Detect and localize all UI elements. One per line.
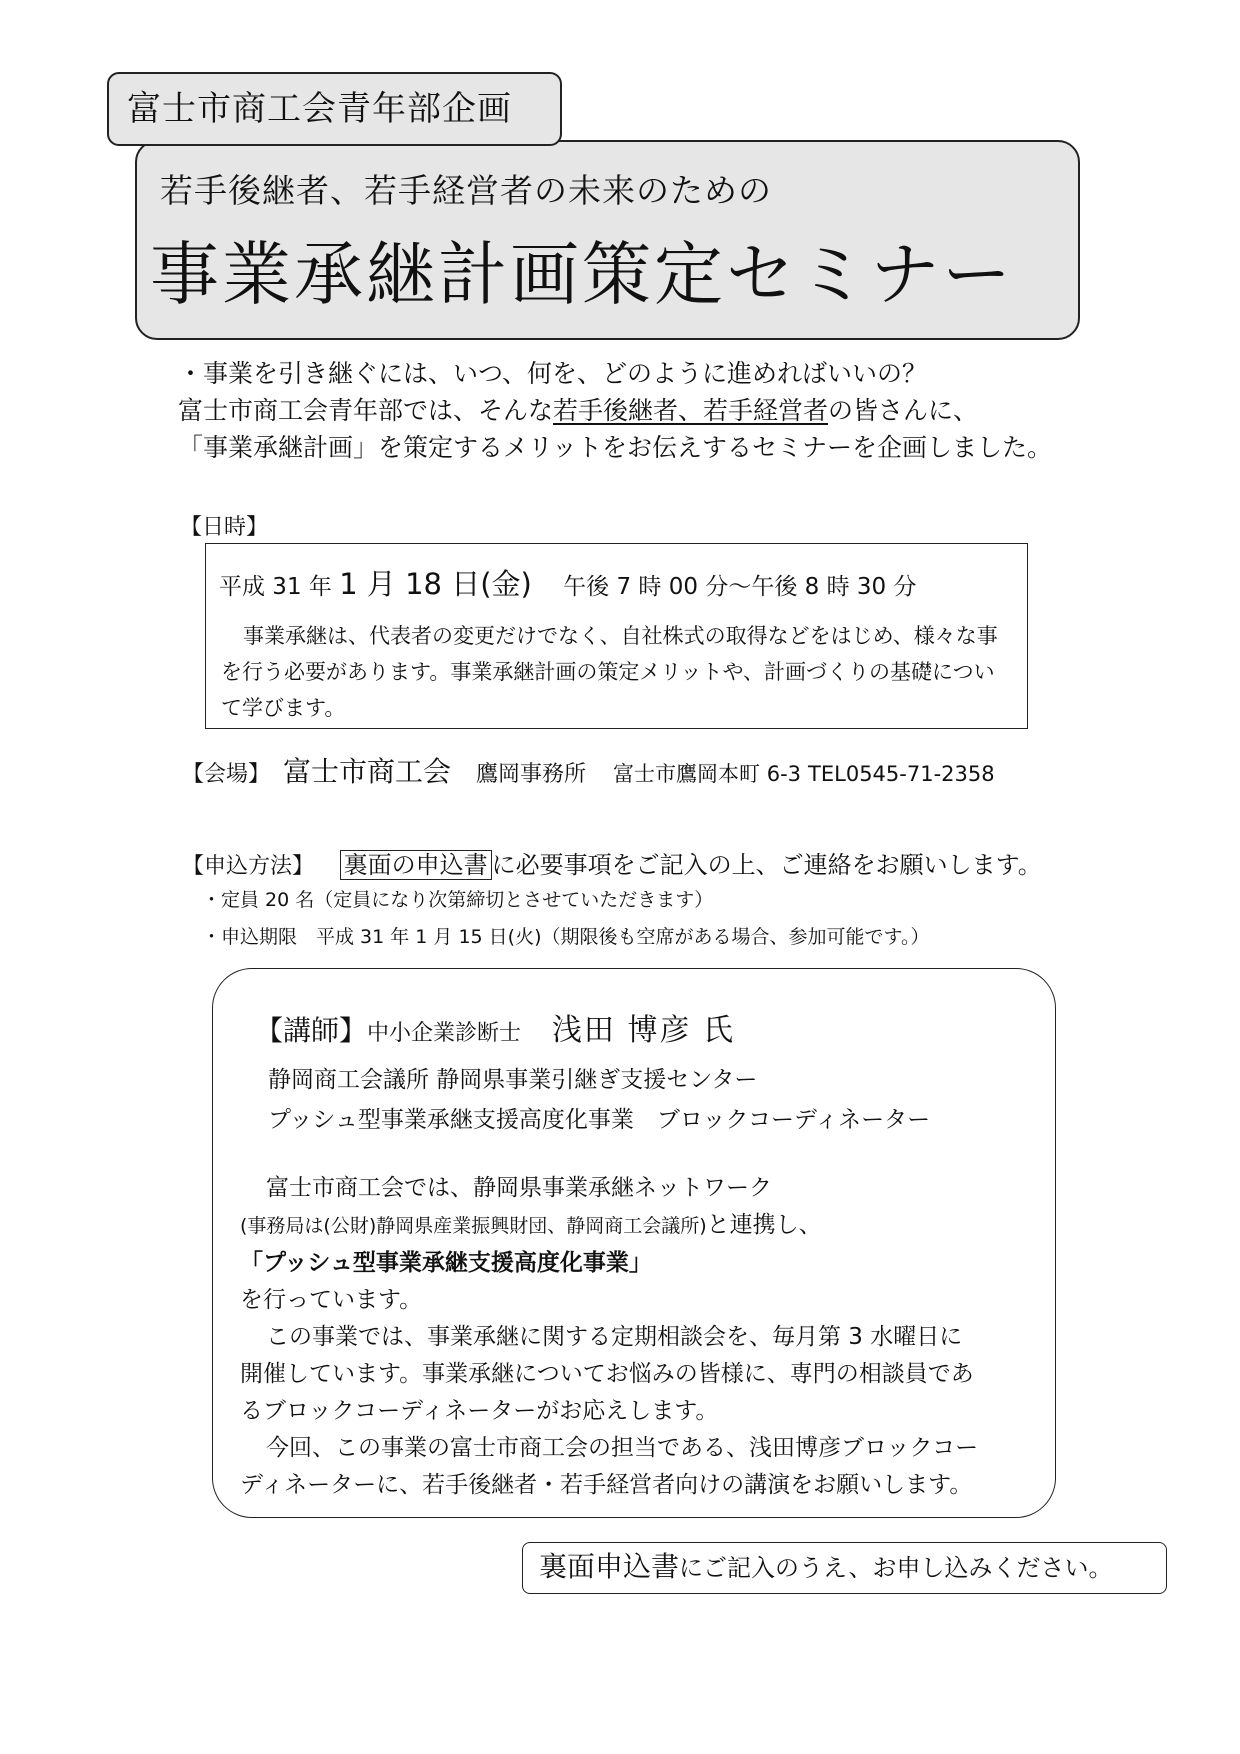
venue-name: 富士市商工会 — [283, 755, 452, 788]
intro-line-3: 「事業承継計画」を策定するメリットをお伝えするセミナーを企画しました。 — [178, 433, 1053, 462]
schedule-datetime — [219, 562, 916, 603]
venue-label: 【会場】 — [182, 762, 271, 787]
schedule-time: 午後 7 時 00 分～午後 8 時 30 分 — [563, 574, 917, 600]
lec-p1-2 — [240, 1207, 1040, 1245]
schedule-description — [221, 618, 1021, 726]
lecturer-aff-1: 静岡商工会議所 静岡県事業引継ぎ支援センター — [268, 1067, 758, 1093]
venue-address: 富士市鷹岡本町 6-3 — [613, 762, 802, 786]
intro-line-2c: の皆さんに、 — [828, 396, 979, 425]
apply-form-ref: 裏面の申込書 — [340, 850, 492, 880]
lecturer-heading — [255, 1005, 735, 1049]
lecturer-description — [240, 1170, 1040, 1504]
apply-label: 【申込方法】 — [182, 854, 315, 879]
venue-office: 鷹岡事務所 — [476, 762, 587, 787]
intro-line-2 — [178, 392, 1052, 429]
schedule-desc-2: を行う必要があります。事業承継計画の策定メリットや、計画づくりの基礎につい — [221, 660, 995, 684]
apply-deadline: ・申込期限 平成 31 年 1 月 15 日(火)（期限後も空席がある場合、参加可能です。） — [202, 926, 930, 948]
intro-line-2a: 富士市商工会青年部では、そんな — [178, 396, 554, 425]
schedule-desc-1: 事業承継は、代表者の変更だけでなく、自社株式の取得などをはじめ、様々な事 — [243, 624, 998, 648]
lecturer-affiliation — [268, 1060, 930, 1140]
lec-p1-4: を行っています。 — [240, 1287, 423, 1313]
schedule-date: 1 月 18 日 — [339, 567, 481, 601]
lecturer-aff-2: プッシュ型事業承継支援高度化事業 ブロックコーディネーター — [268, 1107, 931, 1133]
lecturer-name: 浅田 博彦 氏 — [551, 1013, 736, 1048]
seminar-subtitle: 若手後継者、若手経営者の未来のための — [160, 171, 772, 210]
apply-capacity: ・定員 20 名（定員になり次第締切とさせていただきます） — [202, 889, 714, 911]
schedule-desc-3: て学びます。 — [221, 696, 346, 720]
lec-p2-3: るブロックコーディネーターがお応えします。 — [240, 1398, 719, 1424]
intro-text — [178, 355, 1052, 466]
lec-p3-2: ディネーターに、若手後継者・若手経営者向けの講演をお願いします。 — [240, 1472, 973, 1498]
schedule-year: 平成 31 年 — [219, 574, 332, 600]
lec-p1-2b: と連携し、 — [706, 1212, 822, 1238]
footer-form: 裏面申込書 — [539, 1550, 680, 1583]
lecturer-label: 【講師】 — [255, 1014, 368, 1047]
lec-program-name: 「プッシュ型事業承継支援高度化事業」 — [240, 1250, 652, 1276]
seminar-title: 事業承継計画策定セミナー — [150, 235, 1014, 315]
lecturer-title: 中小企業診断士 — [367, 1021, 522, 1046]
venue-line — [182, 750, 995, 790]
lec-p3-1: 今回、この事業の富士市商工会の担当である、浅田博彦ブロックコー — [266, 1435, 979, 1461]
schedule-label: 【日時】 — [180, 515, 269, 540]
lec-p1-2a: (事務局は(公財)静岡県産業振興財団、静岡商工会議所) — [240, 1215, 707, 1237]
footer-note — [522, 1542, 1167, 1594]
venue-tel: TEL0545-71-2358 — [808, 762, 995, 786]
apply-line — [182, 845, 1042, 880]
lec-p2-1: この事業では、事業承継に関する定期相談会を、毎月第 3 水曜日に — [266, 1324, 963, 1350]
organizer-tag: 富士市商工会青年部企画 — [107, 72, 562, 146]
footer-text: にご記入のうえ、お申し込みください。 — [679, 1554, 1113, 1582]
apply-text: に必要事項をご記入の上、ご連絡をお願いします。 — [491, 851, 1042, 879]
lec-p2-2: 開催しています。事業承継についてお悩みの皆様に、専門の相談員であ — [240, 1361, 974, 1387]
lec-p1-1: 富士市商工会では、静岡県事業承継ネットワーク — [266, 1175, 772, 1201]
intro-line-1: ・事業を引き継ぐには、いつ、何を、どのように進めればいいの？ — [178, 359, 928, 388]
target-audience: 若手後継者、若手経営者 — [553, 396, 829, 425]
schedule-weekday: (金) — [480, 567, 532, 601]
